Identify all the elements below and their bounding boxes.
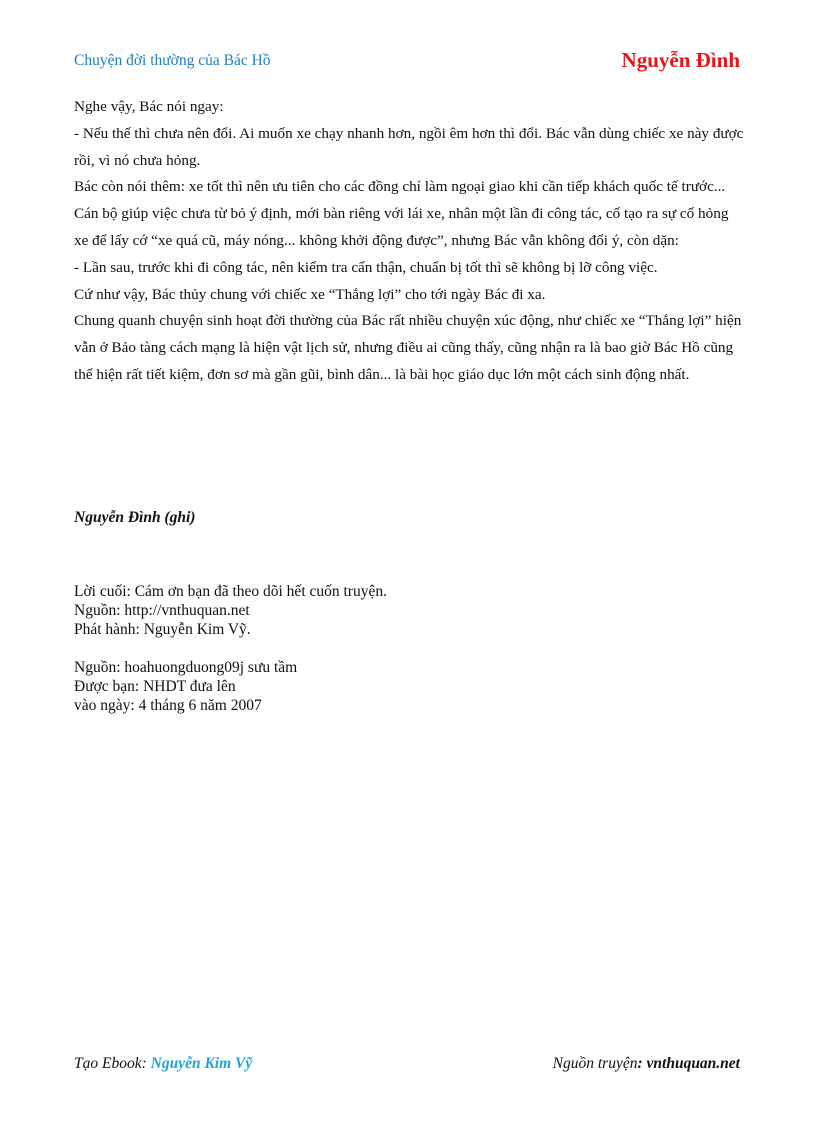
- paragraph: Nghe vậy, Bác nói ngay:: [74, 98, 224, 115]
- ebook-label: Tạo Ebook: [74, 1055, 142, 1072]
- closing-line: Phát hành: Nguyễn Kim Vỹ.: [74, 621, 251, 638]
- book-title: Chuyện đời thường của Bác Hồ: [74, 52, 271, 69]
- source-label: Nguồn truyện: [552, 1055, 638, 1072]
- closing-line: Nguồn: http://vnthuquan.net: [74, 602, 250, 619]
- closing-line: Được bạn: NHDT đưa lên: [74, 678, 236, 695]
- paragraph: - Lần sau, trước khi đi công tác, nên kiểm tra cẩn thận, chuẩn bị tốt thì sẽ không bị lỡ công việc.: [74, 258, 658, 276]
- closing-notes: [74, 582, 387, 715]
- closing-line: Lời cuối: Cám ơn bạn đã theo dõi hết cuốn truyện.: [74, 583, 387, 600]
- footer-ebook-credit: Tạo Ebook: Nguyễn Kim Vỹ: [74, 1055, 253, 1072]
- paragraph: Chung quanh chuyện sinh hoạt đời thường của Bác rất nhiều chuyện xúc động, như chiếc xe “Thắng lợi” hiện vẫn ở Bảo tàng cách mạng là hiện vật lịch sử, nhưng điều ai cũng thấy, cũng nhận ra là bao giờ Bác Hồ cũng thể hiện rất tiết kiệm, đơn sơ mà gần gũi, bình dân... là bài học giáo dục lớn một cách sinh động nhất.: [74, 312, 742, 383]
- paragraph: Cán bộ giúp việc chưa từ bỏ ý định, mới bàn riêng với lái xe, nhân một lần đi công tác, cố tạo ra sự cố hỏng xe để lấy cớ “xe quá cũ, máy nóng... không khởi động được”, nhưng Bác vẫn không đổi ý, còn dặn:: [74, 205, 729, 249]
- paragraph: - Nếu thế thì chưa nên đổi. Ai muốn xe chạy nhanh hơn, ngồi êm hơn thì đổi. Bác vẫn dùng chiếc xe này được rồi, vì nó chưa hỏng.: [74, 124, 744, 169]
- footer-source-credit: Nguồn truyện: vnthuquan.net: [552, 1055, 740, 1072]
- ebook-creator-link[interactable]: Nguyễn Kim Vỹ: [150, 1055, 253, 1072]
- closing-line: Nguồn: hoahuongduong09j sưu tầm: [74, 659, 298, 676]
- source-site[interactable]: vnthuquan.net: [646, 1055, 740, 1072]
- story-body: [74, 94, 744, 389]
- signature: Nguyễn Đình (ghi): [74, 509, 196, 526]
- spacer: [74, 639, 387, 658]
- author-name: Nguyễn Đình: [621, 48, 740, 72]
- closing-line: vào ngày: 4 tháng 6 năm 2007: [74, 697, 262, 714]
- paragraph: Cứ như vậy, Bác thủy chung với chiếc xe “Thắng lợi” cho tới ngày Bác đi xa.: [74, 285, 546, 303]
- paragraph: Bác còn nói thêm: xe tốt thì nên ưu tiên cho các đồng chí làm ngoại giao khi cần tiếp khách quốc tế trước...: [74, 178, 726, 196]
